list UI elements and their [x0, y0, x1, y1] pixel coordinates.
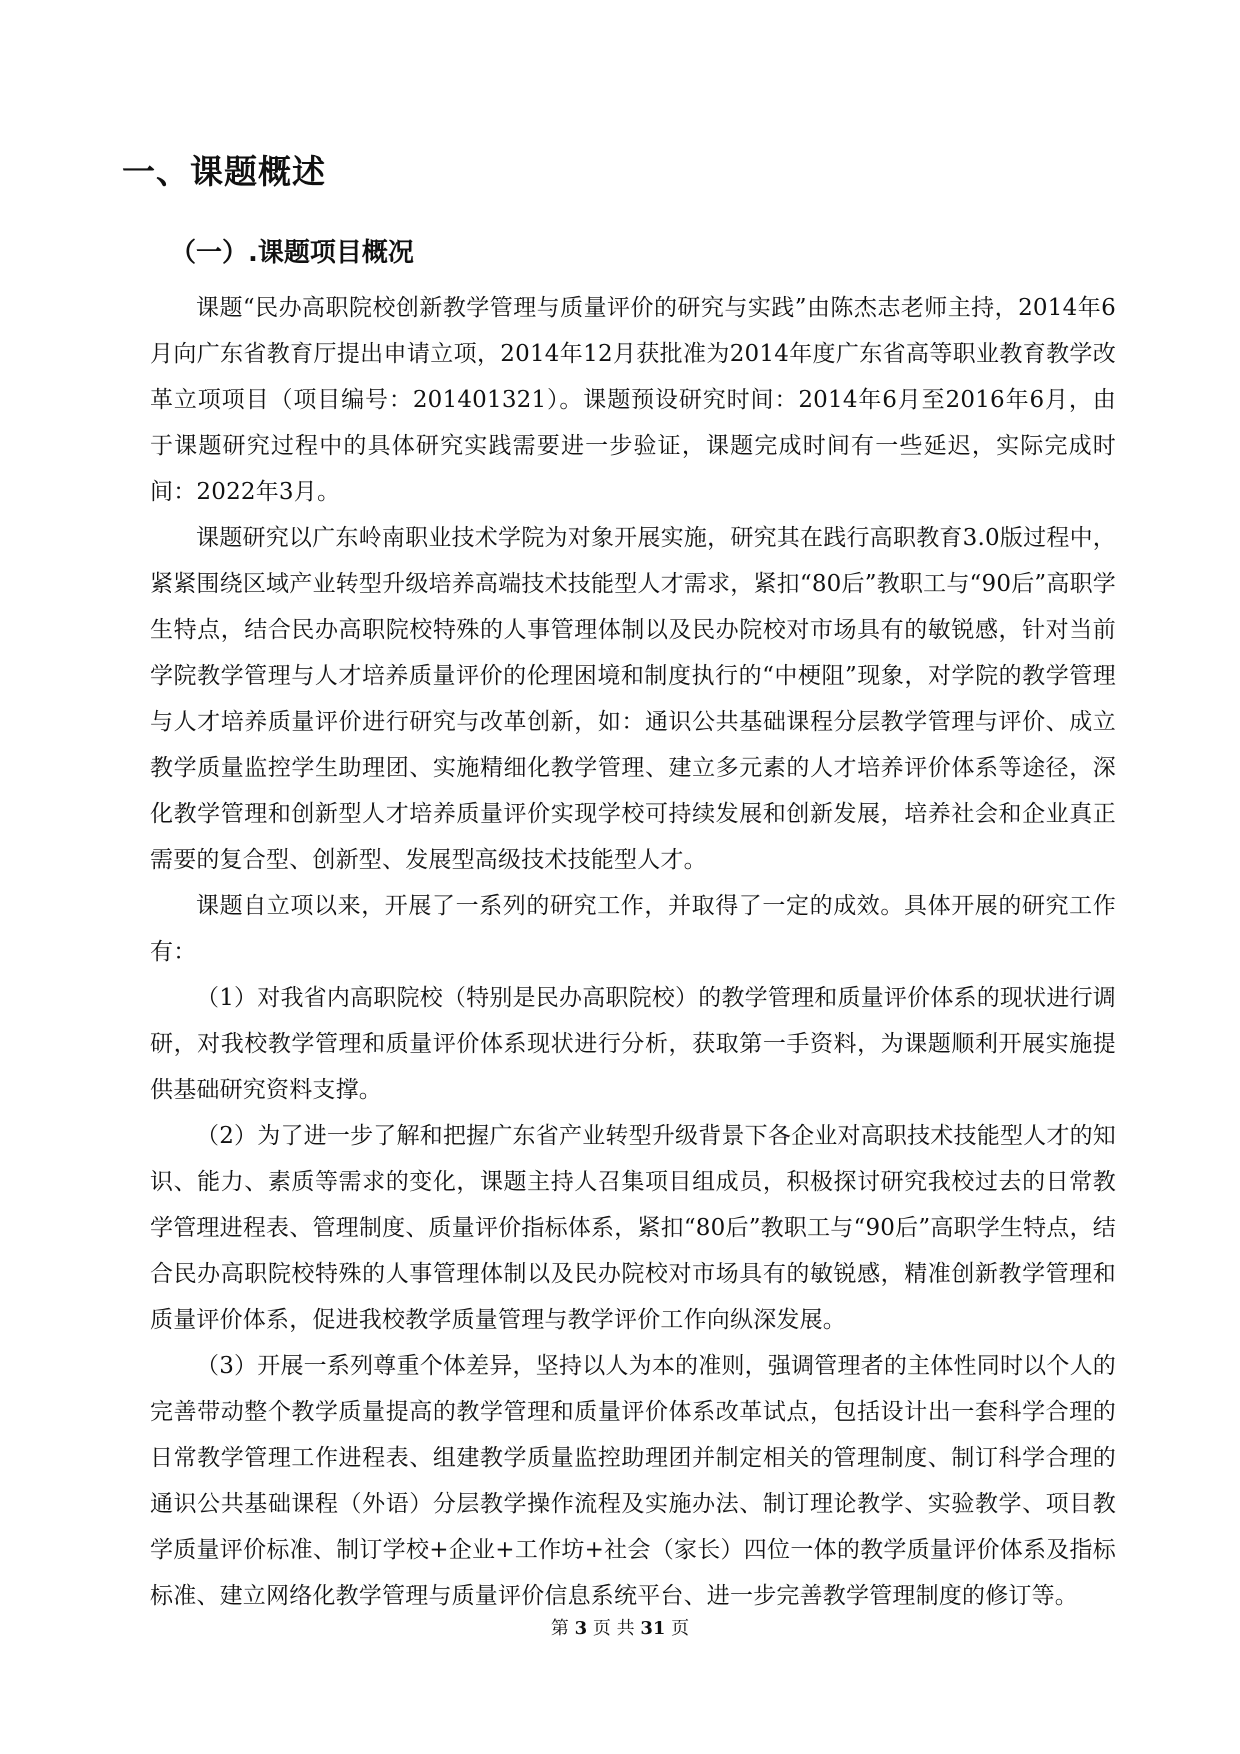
body-text [150, 285, 1116, 1619]
footer-suffix: 页 [665, 1618, 690, 1639]
paragraph-item-3: （3）开展一系列尊重个体差异，坚持以人为本的准则，强调管理者的主体性同时以个人的完善带动整个教学质量提高的教学管理和质量评价体系改革试点，包括设计出一套科学合理的日常教学管理工作进程表、组建教学质量监控助理团并制定相关的管理制度、制订科学合理的通识公共基础课程（外语）分层教学操作流程及实施办法、制订理论教学、实验教学、项目教学质量评价标准、制订学校+企业+工作坊+社会（家长）四位一体的教学质量评价体系及指标标准、建立网络化教学管理与质量评价信息系统平台、进一步完善教学管理制度的修订等。 [150, 1353, 1116, 1609]
page-number-footer [0, 1617, 1240, 1641]
total-page-number: 31 [640, 1618, 666, 1639]
paragraph-item-1: （1）对我省内高职院校（特别是民办高职院校）的教学管理和质量评价体系的现状进行调研，对我校教学管理和质量评价体系现状进行分析，获取第一手资料，为课题顺利开展实施提供基础研究资料支撑。 [150, 985, 1116, 1103]
subsection-heading: （一）.课题项目概况 [170, 238, 414, 268]
paragraph-work-intro: 课题自立项以来，开展了一系列的研究工作，并取得了一定的成效。具体开展的研究工作有： [150, 893, 1116, 965]
current-page-number: 3 [574, 1618, 588, 1639]
section-heading: 一、课题概述 [122, 152, 326, 191]
paragraph-item-2: （2）为了进一步了解和把握广东省产业转型升级背景下各企业对高职技术技能型人才的知识、能力、素质等需求的变化，课题主持人召集项目组成员，积极探讨研究我校过去的日常教学管理进程表、管理制度、质量评价指标体系，紧扣“80后”教职工与“90后”高职学生特点，结合民办高职院校特殊的人事管理体制以及民办院校对市场具有的敏锐感，精准创新教学管理和质量评价体系，促进我校教学质量管理与教学评价工作向纵深发展。 [150, 1123, 1116, 1333]
footer-prefix: 第 [550, 1618, 575, 1639]
paragraph-research-scope: 课题研究以广东岭南职业技术学院为对象开展实施，研究其在践行高职教育3.0版过程中，紧紧围绕区域产业转型升级培养高端技术技能型人才需求，紧扣“80后”教职工与“90后”高职学生特点，结合民办高职院校特殊的人事管理体制以及民办院校对市场具有的敏锐感，针对当前学院教学管理与人才培养质量评价的伦理困境和制度执行的“中梗阻”现象，对学院的教学管理与人才培养质量评价进行研究与改革创新，如：通识公共基础课程分层教学管理与评价、成立教学质量监控学生助理团、实施精细化教学管理、建立多元素的人才培养评价体系等途径，深化教学管理和创新型人才培养质量评价实现学校可持续发展和创新发展，培养社会和企业真正需要的复合型、创新型、发展型高级技术技能型人才。 [150, 525, 1116, 873]
paragraph-overview: 课题“民办高职院校创新教学管理与质量评价的研究与实践”由陈杰志老师主持，2014年6月向广东省教育厅提出申请立项，2014年12月获批准为2014年度广东省高等职业教育教学改革立项项目（项目编号：201401321）。课题预设研究时间：2014年6月至2016年6月，由于课题研究过程中的具体研究实践需要进一步验证，课题完成时间有一些延迟，实际完成时间：2022年3月。 [150, 295, 1116, 505]
footer-middle: 页 共 [587, 1618, 641, 1639]
